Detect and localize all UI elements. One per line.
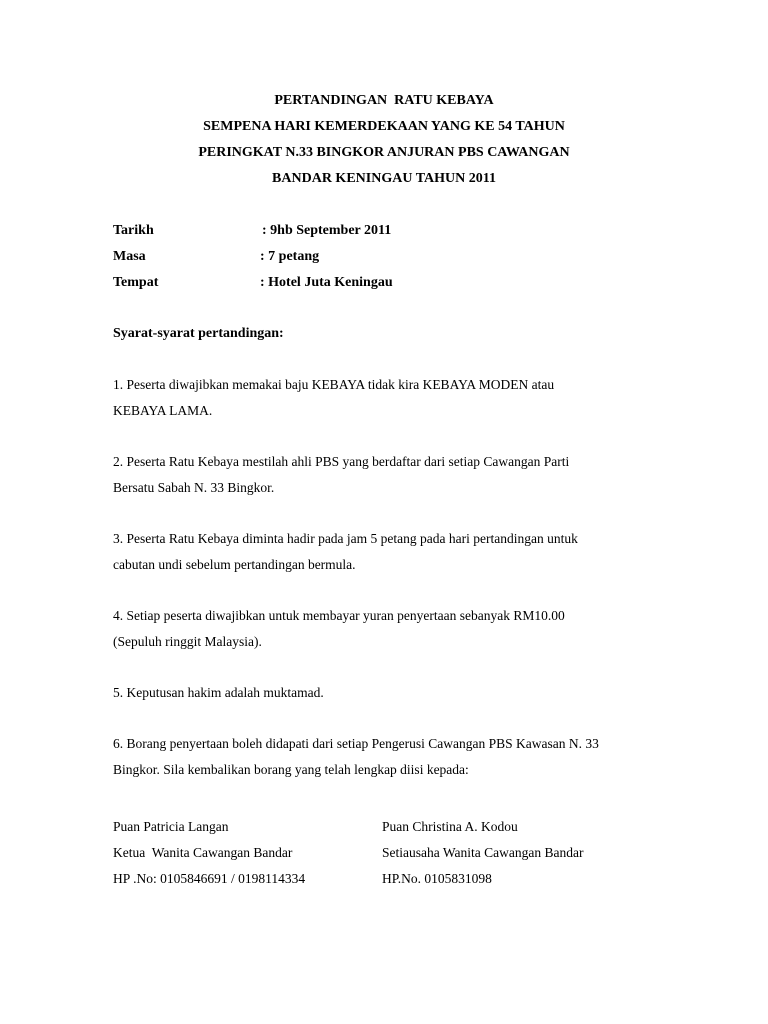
rule-item: 2. Peserta Ratu Kebaya mestilah ahli PBS yang berdaftar dari setiap Cawangan Parti Bersatu Sabah N. 33 Bingkor. <box>113 454 570 495</box>
event-info <box>113 218 613 296</box>
conditions-heading: Syarat-syarat pertandingan: <box>113 326 284 341</box>
title-line-1: PERTANDINGAN RATU KEBAYA <box>274 93 494 108</box>
rule-item: 5. Keputusan hakim adalah muktamad. <box>113 685 324 700</box>
date-label: Tarikh <box>113 223 154 238</box>
title-line-4: BANDAR KENINGAU TAHUN 2011 <box>272 171 496 186</box>
venue-value: : Hotel Juta Keningau <box>260 275 393 290</box>
rule-item: 3. Peserta Ratu Kebaya diminta hadir pada jam 5 petang pada hari pertandingan untuk cabutan undi sebelum pertandingan bermula. <box>113 531 578 572</box>
date-value: : 9hb September 2011 <box>262 223 392 238</box>
rule-item: 4. Setiap peserta diwajibkan untuk membayar yuran penyertaan sebanyak RM10.00 (Sepuluh ringgit Malaysia). <box>113 608 565 649</box>
document-title <box>0 88 768 192</box>
rules-list <box>113 372 653 808</box>
info-row-venue <box>113 270 613 296</box>
time-label: Masa <box>113 249 146 264</box>
contact-name: Puan Patricia Langan <box>113 819 229 834</box>
rule-item: 1. Peserta diwajibkan memakai baju KEBAYA tidak kira KEBAYA MODEN atau KEBAYA LAMA. <box>113 377 555 418</box>
contact-phone: HP.No. 0105831098 <box>382 871 492 886</box>
rule-item: 6. Borang penyertaan boleh didapati dari setiap Pengerusi Cawangan PBS Kawasan N. 33 Bingkor. Sila kembalikan borang yang telah lengkap diisi kepada: <box>113 736 599 777</box>
contact-name: Puan Christina A. Kodou <box>382 819 518 834</box>
contact-position: Setiausaha Wanita Cawangan Bandar <box>382 845 584 860</box>
venue-label: Tempat <box>113 275 159 290</box>
info-row-date <box>113 218 613 244</box>
title-line-3: PERINGKAT N.33 BINGKOR ANJURAN PBS CAWANGAN <box>198 145 570 160</box>
contact-position: Ketua Wanita Cawangan Bandar <box>113 845 293 860</box>
contact-phone: HP .No: 0105846691 / 0198114334 <box>113 871 306 886</box>
info-row-time <box>113 244 613 270</box>
time-value: : 7 petang <box>260 249 320 264</box>
contact-block <box>113 814 373 892</box>
title-line-2: SEMPENA HARI KEMERDEKAAN YANG KE 54 TAHUN <box>203 119 565 134</box>
contact-block <box>382 814 642 892</box>
